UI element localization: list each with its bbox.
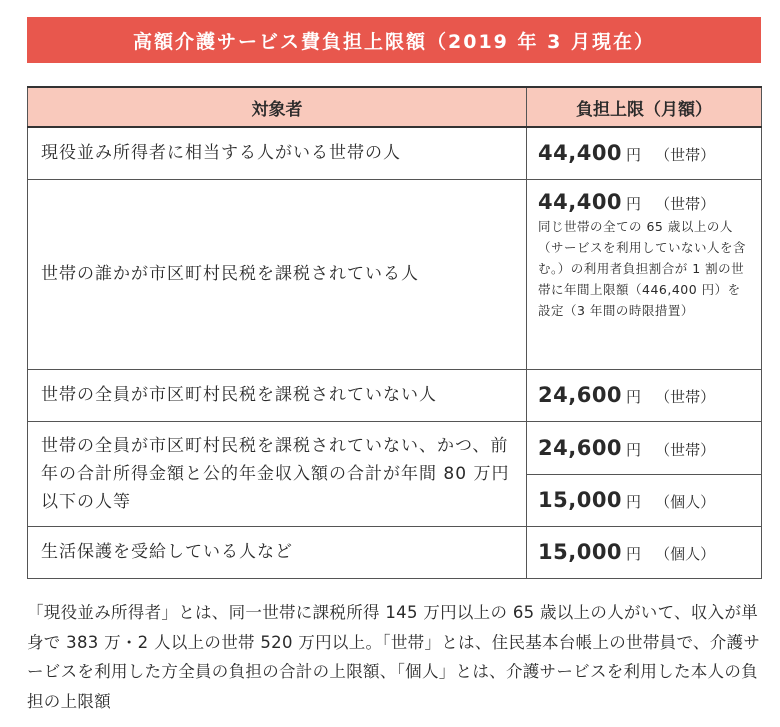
amount-value: 24,600 bbox=[538, 383, 623, 407]
amount-unit: 円 bbox=[626, 440, 642, 459]
subject-cell: 世帯の全員が市区町村民税を課税されていない人 bbox=[28, 369, 527, 421]
amount-unit: 円 bbox=[626, 388, 642, 406]
subject-cell: 世帯の誰かが市区町村民税を課税されている人 bbox=[28, 179, 527, 369]
amount-value: 44,400 bbox=[538, 189, 623, 214]
limit-cell bbox=[527, 526, 762, 578]
footnote-text: 「現役並み所得者」とは、同一世帯に課税所得 145 万円以上の 65 歳以上の人がいて、収入が単身で 383 万・2 人以上の世帯 520 万円以上。「世帯」とは、住民基本台帳上の世帯員で、介護サービスを利用した方全員の負担の合計の上限額、「個人」とは、介護サービスを利用した本人の負担の上限額 bbox=[27, 603, 761, 711]
table-row bbox=[28, 369, 762, 421]
amount-value: 44,400 bbox=[538, 141, 623, 166]
limit-cell bbox=[527, 127, 762, 179]
amount-unit: 円 bbox=[626, 194, 642, 213]
amount-unit: 円 bbox=[626, 146, 642, 165]
header-limit: 負担上限（月額） bbox=[527, 87, 762, 127]
table-row bbox=[28, 127, 762, 179]
scope-label: （個人） bbox=[655, 493, 716, 511]
table-row bbox=[28, 526, 762, 578]
amount-value: 24,600 bbox=[538, 435, 623, 460]
amount-unit: 円 bbox=[626, 493, 642, 511]
limit-cell bbox=[527, 179, 762, 369]
limit-note: 同じ世帯の全ての 65 歳以上の人（サービスを利用していない人を含む。）の利用者負担割合が 1 割の世帯に年間上限額（446,400 円）を設定（3 年間の時限措置） bbox=[538, 218, 747, 318]
scope-label: （世帯） bbox=[655, 440, 716, 459]
amount-value: 15,000 bbox=[538, 488, 623, 512]
subject-cell: 世帯の全員が市区町村民税を課税されていない、かつ、前年の合計所得金額と公的年金収入額の合計が年間 80 万円以下の人等 bbox=[28, 421, 527, 526]
amount-value: 15,000 bbox=[538, 540, 623, 564]
table-row bbox=[28, 421, 762, 474]
page-title: 高額介護サービス費負担上限額（2019 年 3 月現在） bbox=[27, 17, 761, 63]
fee-limit-table bbox=[27, 86, 762, 579]
table-row bbox=[28, 179, 762, 369]
limit-cell bbox=[527, 421, 762, 474]
amount-unit: 円 bbox=[626, 545, 642, 563]
subject-cell: 生活保護を受給している人など bbox=[28, 526, 527, 578]
scope-label: （世帯） bbox=[655, 388, 716, 406]
table-header-row bbox=[28, 87, 762, 127]
scope-label: （個人） bbox=[655, 545, 716, 563]
scope-label: （世帯） bbox=[655, 146, 716, 165]
scope-label: （世帯） bbox=[655, 194, 716, 213]
limit-cell bbox=[527, 369, 762, 421]
subject-cell: 現役並み所得者に相当する人がいる世帯の人 bbox=[28, 127, 527, 179]
header-subject: 対象者 bbox=[28, 87, 527, 127]
limit-cell bbox=[527, 474, 762, 526]
